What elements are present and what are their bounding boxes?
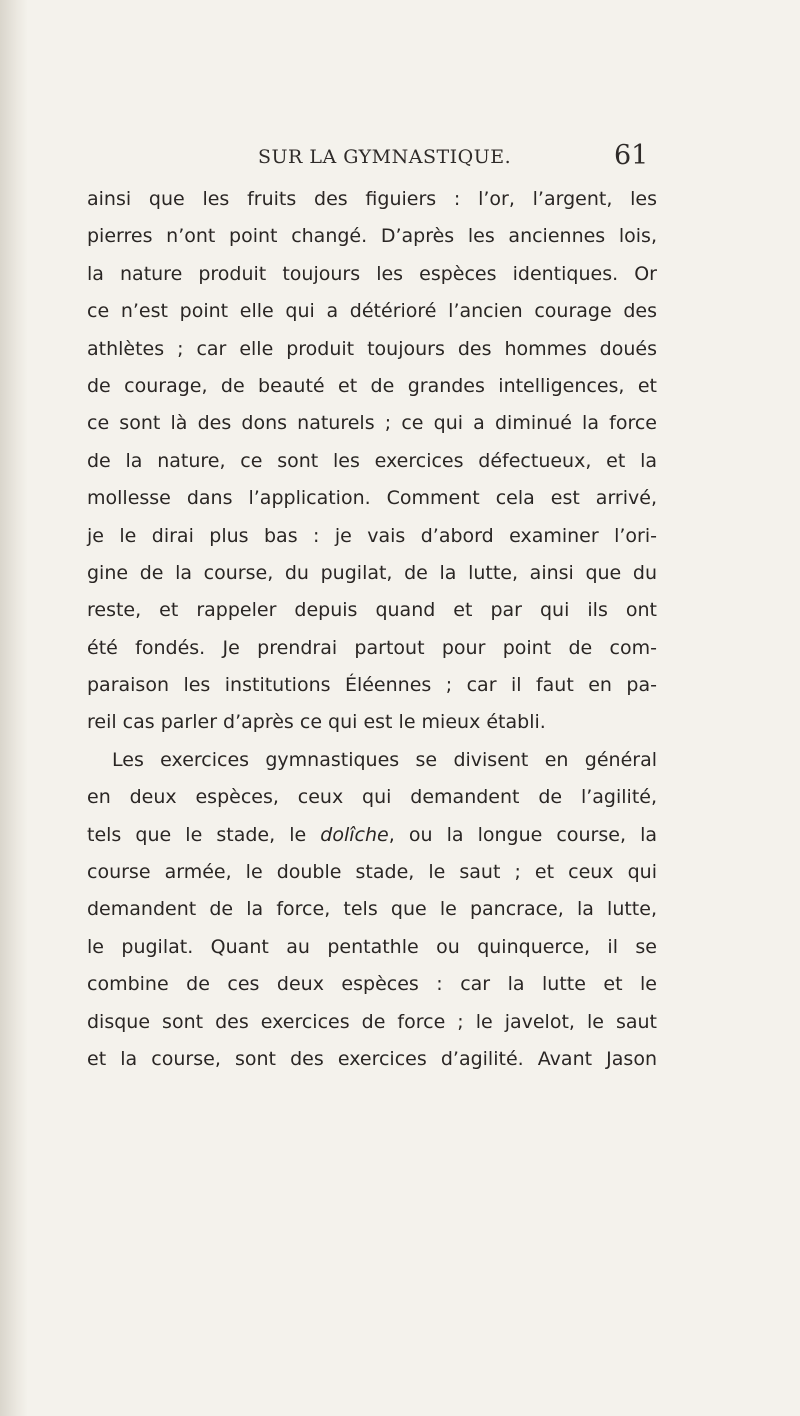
running-title: SUR LA GYMNASTIQUE.: [258, 146, 512, 168]
text-line: et la course, sont des exercices d’agilité. Avant Jason: [87, 1047, 657, 1070]
text-line: [87, 704, 657, 741]
text-line: gine de la course, du pugilat, de la lutte, ainsi que du: [87, 561, 657, 584]
text-line: été fondés. Je prendrai partout pour point de com-: [87, 636, 657, 659]
text-line: reste, et rappeler depuis quand et par qui ils ont: [87, 599, 657, 622]
italic-term: dolîche: [320, 823, 389, 846]
text-line: athlètes ; car elle produit toujours des hommes doués: [87, 337, 657, 360]
text-line: combine de ces deux espèces : car la lutte et le: [87, 973, 657, 996]
text-line: je le dirai plus bas : je vais d’abord examiner l’ori-: [87, 524, 657, 547]
text-line: paraison les institutions Éléennes ; car il faut en pa-: [87, 674, 657, 697]
text-line: ce n’est point elle qui a détérioré l’ancien courage des: [87, 300, 657, 323]
text-line: ainsi que les fruits des figuiers : l’or, l’argent, les: [87, 188, 657, 210]
text-line: [87, 817, 657, 854]
text-span: reil cas parler d’après ce qui est le mieux établi.: [87, 711, 546, 734]
text-line: disque sont des exercices de force ; le javelot, le saut: [87, 1010, 657, 1033]
text-line: mollesse dans l’application. Comment cela est arrivé,: [87, 487, 657, 510]
page-number: 61: [614, 140, 649, 171]
running-head: [258, 140, 658, 176]
text-line: de courage, de beauté et de grandes intelligences, et: [87, 374, 657, 397]
text-line: la nature produit toujours les espèces identiques. Or: [87, 262, 657, 285]
text-line: pierres n’ont point changé. D’après les anciennes lois,: [87, 225, 657, 248]
text-line: demandent de la force, tels que le pancrace, la lutte,: [87, 898, 657, 921]
text-line: ce sont là des dons naturels ; ce qui a diminué la force: [87, 412, 657, 435]
text-span: tels que le stade, le: [87, 823, 321, 846]
text-line: de la nature, ce sont les exercices défectueux, et la: [87, 449, 657, 472]
paragraph-start-line: Les exercices gymnastiques se divisent en général: [112, 748, 657, 771]
text-line: en deux espèces, ceux qui demandent de l’agilité,: [87, 786, 657, 809]
text-line: course armée, le double stade, le saut ; et ceux qui: [87, 861, 657, 884]
text-line: le pugilat. Quant au pentathle ou quinquerce, il se: [87, 935, 657, 958]
text-span: , ou la longue course, la: [388, 823, 657, 846]
body-text: [87, 181, 657, 1078]
page-edge-shadow: [0, 0, 28, 1416]
